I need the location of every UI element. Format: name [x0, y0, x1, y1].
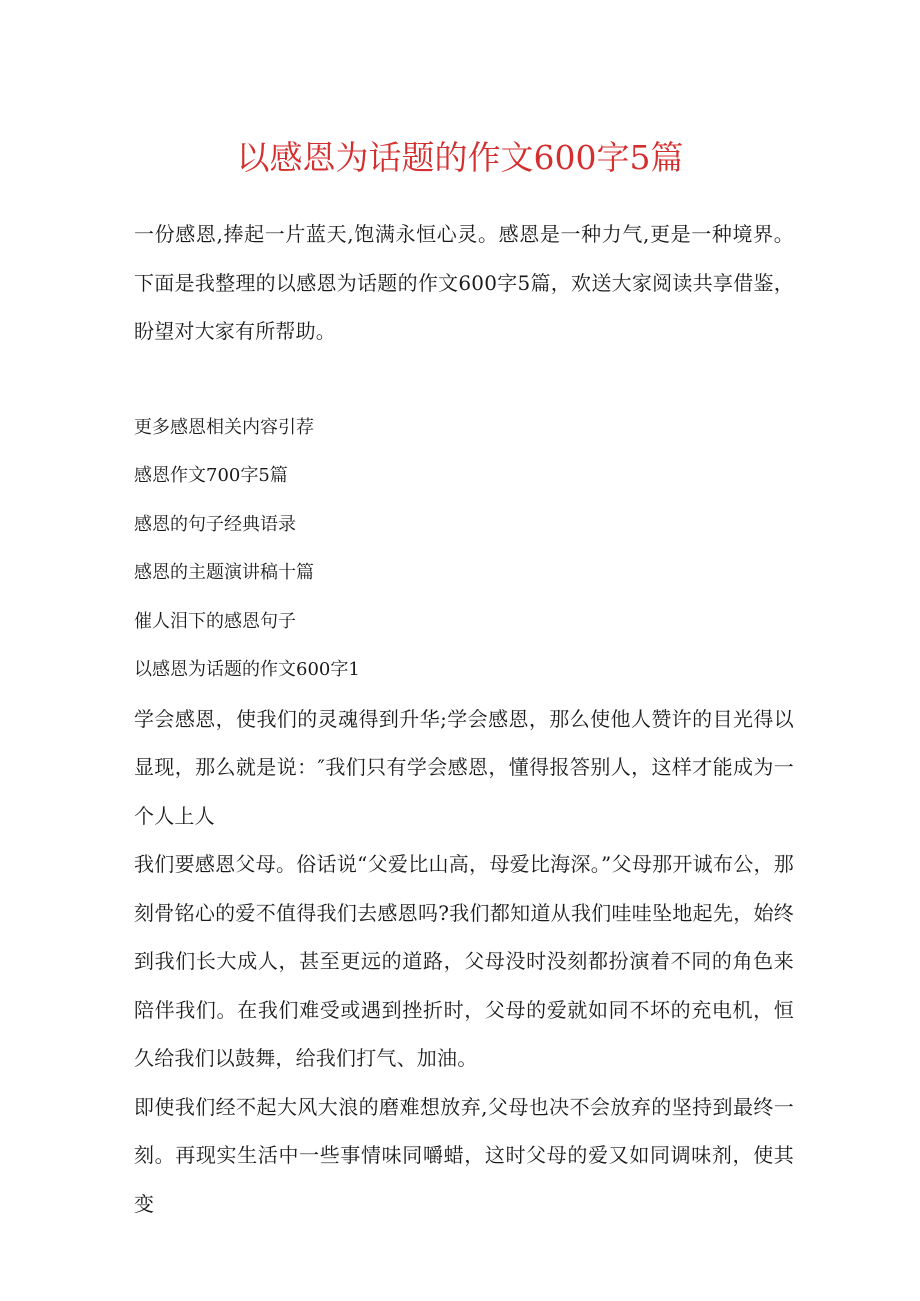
related-heading: 更多感恩相关内容引荐 — [134, 416, 314, 438]
body-paragraph-1: 学会感恩，使我们的灵魂得到升华;学会感恩，那么使他人赞许的目光得以显现，那么就是说：″我们只有学会感恩，懂得报答别人，这样才能成为一个人上人 — [134, 706, 794, 828]
related-link-3[interactable]: 感恩的主题演讲稿十篇 — [134, 562, 314, 583]
body-paragraph-3: 即使我们经不起大风大浪的磨难想放弃,父母也决不会放弃的坚持到最终一刻。再现实生活中一些事情味同嚼蜡，这时父母的爱又如同调味剂，使其变 — [134, 1094, 794, 1216]
section-title: 以感恩为话题的作文600字1 — [134, 659, 360, 680]
document-title: 以感恩为话题的作文600字5篇 — [236, 138, 684, 177]
related-link-2[interactable]: 感恩的句子经典语录 — [134, 513, 296, 535]
document-body — [134, 210, 794, 1228]
body-paragraph-2: 我们要感恩父母。俗话说“父爱比山高，母爱比海深。”父母那开诚布公，那刻骨铭心的爱不值得我们去感恩吗?我们都知道从我们哇哇坠地起先，始终到我们长大成人，甚至更远的道路，父母没时没刻都扮演着不同的角色来陪伴我们。在我们难受或遇到挫折时，父母的爱就如同不坏的充电机，恒久给我们以鼓舞，给我们打气、加油。 — [134, 852, 794, 1070]
intro-paragraph: 一份感恩,捧起一片蓝天,饱满永恒心灵。感恩是一种力气,更是一种境界。下面是我整理的以感恩为话题的作文600字5篇，欢送大家阅读共享借鉴，盼望对大家有所帮助。 — [134, 222, 794, 343]
related-link-4[interactable]: 催人泪下的感恩句子 — [134, 610, 296, 632]
related-link-1[interactable]: 感恩作文700字5篇 — [134, 465, 288, 486]
